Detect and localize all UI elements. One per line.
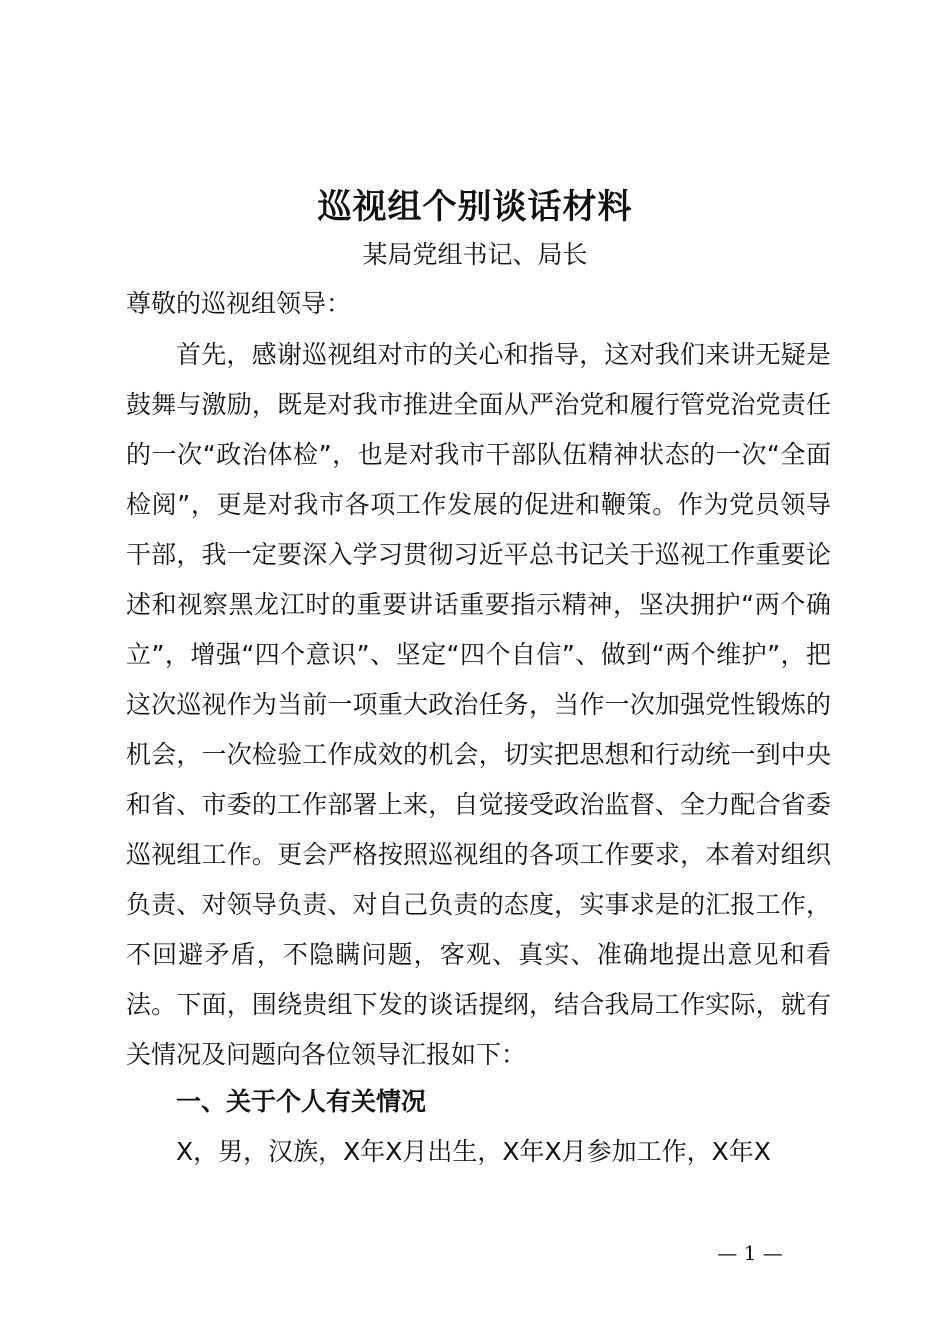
- document-title: 巡视组个别谈话材料: [317, 187, 633, 227]
- document-subtitle: 某局党组书记、局长: [362, 240, 588, 269]
- section-heading: 一、关于个人有关情况: [176, 1087, 427, 1116]
- section-paragraph: X，男，汉族，X年X月出生，X年X月参加工作，X年X: [176, 1137, 771, 1166]
- page-number: — 1 —: [717, 1241, 783, 1265]
- body-paragraph: 首先，感谢巡视组对市的关心和指导，这对我们来讲无疑是鼓舞与激励，既是对我市推进全面从严治党和履行管党治党责任的一次“政治体检”，也是对我市干部队伍精神状态的一次“全面检阅”，更是对我市各项工作发展的促进和鞭策。作为党员领导干部，我一定要深入学习贯彻习近平总书记关于巡视工作重要论述和视察黑龙江时的重要讲话重要指示精神，坚决拥护“两个确立”，增强“四个意识”、坚定“四个自信”、做到“两个维护”，把这次巡视作为当前一项重大政治任务，当作一次加强党性锻炼的机会，一次检验工作成效的机会，切实把思想和行动统一到中央和省、市委的工作部署上来，自觉接受政治监督、全力配合省委巡视组工作。更会严格按照巡视组的各项工作要求，本着对组织负责、对领导负责、对自己负责的态度，实事求是的汇报工作，不回避矛盾，不隐瞒问题，客观、真实、准确地提出意见和看法。下面，围绕贵组下发的谈话提纲，结合我局工作实际，就有关情况及问题向各位领导汇报如下：: [126, 340, 831, 1069]
- salutation: 尊敬的巡视组领导：: [126, 289, 352, 318]
